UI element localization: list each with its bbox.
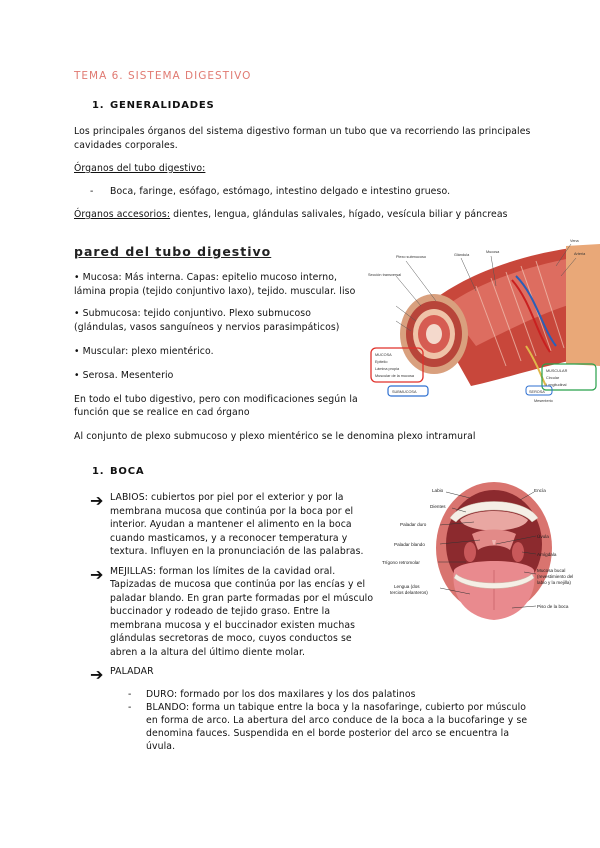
paladar-duro-line: DURO: formado por los dos maxilares y los dos palatinos	[146, 689, 416, 700]
organos-accesorios	[74, 208, 508, 222]
accesorios-text: dientes, lengua, glándulas salivales, hígado, vesícula biliar y páncreas	[170, 209, 508, 220]
box-red-1: MUCOSA	[375, 353, 392, 357]
paladar-blando-line-1: BLANDO: forma un tabique entre la boca y la nasofaringe, cubierto por músculo	[146, 702, 527, 713]
arrow-bullet-icon: ➔	[90, 565, 104, 584]
labios-line-1: LABIOS: cubiertos por piel por el exterior y por la	[110, 492, 344, 503]
serosa-line: • Serosa. Mesenterio	[74, 370, 174, 381]
arrow-bullet-icon: ➔	[90, 665, 104, 684]
document-title: TEMA 6. SISTEMA DIGESTIVO	[74, 70, 252, 82]
mouth-label-mucosa-2: (revestimiento del	[537, 574, 574, 579]
section-heading-pared: pared del tubo digestivo	[74, 244, 272, 259]
list-dash: -	[128, 702, 132, 713]
mejillas-line-6: glándulas secretoras de moco, cuyos conductos se	[110, 633, 352, 644]
box-green-2: Circular	[546, 376, 560, 380]
mouth-label-paladar-duro: Paladar duro	[400, 522, 427, 527]
mucosa-line-2: lámina propia (tejido conjuntivo laxo), tejido. muscular. liso	[74, 286, 356, 297]
tubo-digestivo-list: Boca, faringe, esófago, estómago, intestino delgado e intestino grueso.	[110, 186, 451, 197]
labios-line-3: interior. Ayudan a mantener el alimento en la boca	[110, 519, 352, 530]
wall-label-6: Arteria	[574, 252, 586, 256]
box-green-1: MUSCULAR	[546, 369, 568, 373]
digestive-wall-illustration	[366, 236, 600, 408]
mouth-label-labio: Labio	[432, 488, 444, 493]
mouth-label-paladar-blando: Paladar blando	[394, 542, 425, 547]
intro-line-1: Los principales órganos del sistema digestivo forman un tubo que va recorriendo las principales	[74, 126, 531, 137]
box-red-3: Lámina propia	[375, 367, 400, 371]
mejillas-line-7: abren a la altura del último diente molar.	[110, 647, 306, 658]
wall-label-2: Plexo submucoso	[396, 255, 426, 259]
mouth-label-mucosa-1: Mucosa bucal	[537, 568, 566, 573]
box-serosa: SEROSA	[529, 390, 545, 394]
wall-label-1: Sección transversal	[368, 273, 402, 277]
mouth-label-lengua-2: tercios delanteros)	[390, 590, 428, 595]
section-number-boca: 1.	[92, 466, 105, 477]
labios-line-4: cuando masticamos, y a reconocer temperatura y	[110, 533, 348, 544]
list-dash: -	[90, 186, 94, 197]
mejillas-line-3: paladar blando. En gran parte formadas por el músculo	[110, 593, 374, 604]
section-heading-boca: BOCA	[110, 466, 145, 477]
mouth-label-amigdala: Amígdala	[537, 552, 557, 557]
mejillas-line-2: Tapizadas de mucosa que continúa por las encías y el	[110, 579, 366, 590]
mucosa-line-1: • Mucosa: Más interna. Capas: epitelio mucoso interno,	[74, 272, 338, 283]
paladar-blando-line-4: úvula.	[146, 741, 176, 752]
box-blue: SUBMUCOSA	[392, 390, 417, 394]
section-number: 1.	[92, 100, 105, 111]
accesorios-label: Órganos accesorios:	[74, 209, 171, 220]
wall-label-5: Vena	[570, 239, 579, 243]
list-dash: -	[128, 689, 132, 700]
mouth-label-encia: Encía	[534, 488, 546, 493]
submucosa-line-2: (glándulas, vasos sanguíneos y nervios parasimpáticos)	[74, 322, 340, 333]
mouth-label-uvula: Úvula	[537, 534, 549, 539]
mouth-label-dientes: Dientes	[430, 504, 446, 509]
arrow-bullet-icon: ➔	[90, 491, 104, 510]
wall-label-3: Glándula	[454, 253, 470, 257]
todo-line-1: En todo el tubo digestivo, pero con modificaciones según la	[74, 394, 358, 405]
paladar-blando-line-3: denomina fauces. Suspendida en el borde posterior del arco se encuentra la	[146, 728, 510, 739]
tubo-digestivo-label: Órganos del tubo digestivo:	[74, 163, 206, 174]
box-red-2: Epitelio	[375, 360, 388, 364]
paladar-heading: PALADAR	[110, 666, 154, 677]
todo-line-2: función que se realice en cad órgano	[74, 407, 250, 418]
mejillas-line-4: buccinador y rodeado de tejido graso. Entre la	[110, 606, 331, 617]
paladar-blando-line-2: en forma de arco. La abertura del arco conduce de la boca a la bucofaringe y se	[146, 715, 528, 726]
plexo-intramural-line: Al conjunto de plexo submucoso y plexo mientérico se le denomina plexo intramural	[74, 431, 476, 442]
labios-line-2: membrana mucosa que continúa por la boca por el	[110, 506, 354, 517]
muscular-line: • Muscular: plexo mientérico.	[74, 346, 214, 357]
intro-line-2: cavidades corporales.	[74, 140, 178, 151]
mesenterio-label: Mesenterio	[534, 399, 553, 403]
mouth-label-mucosa-3: labio y la mejilla)	[537, 580, 571, 585]
mouth-label-piso: Piso de la boca	[537, 604, 569, 609]
mouth-label-lengua-1: Lengua (dos	[394, 584, 420, 589]
submucosa-line-1: • Submucosa: tejido conjuntivo. Plexo submucoso	[74, 308, 312, 319]
mouth-anatomy-illustration	[374, 478, 600, 626]
labios-line-5: textura. Influyen en la pronunciación de las palabras.	[110, 546, 364, 557]
section-heading-generalidades: GENERALIDADES	[110, 100, 215, 111]
mouth-label-trigono: Trígono retromolar	[382, 560, 420, 565]
mejillas-line-1: MEJILLAS: forman los límites de la cavidad oral.	[110, 566, 336, 577]
box-green-3: Longitudinal	[546, 383, 567, 387]
mejillas-line-5: membrana mucosa y el buccinador existen muchas	[110, 620, 356, 631]
wall-label-4: Mucosa	[486, 250, 500, 254]
box-red-4: Muscular de la mucosa	[375, 374, 415, 378]
